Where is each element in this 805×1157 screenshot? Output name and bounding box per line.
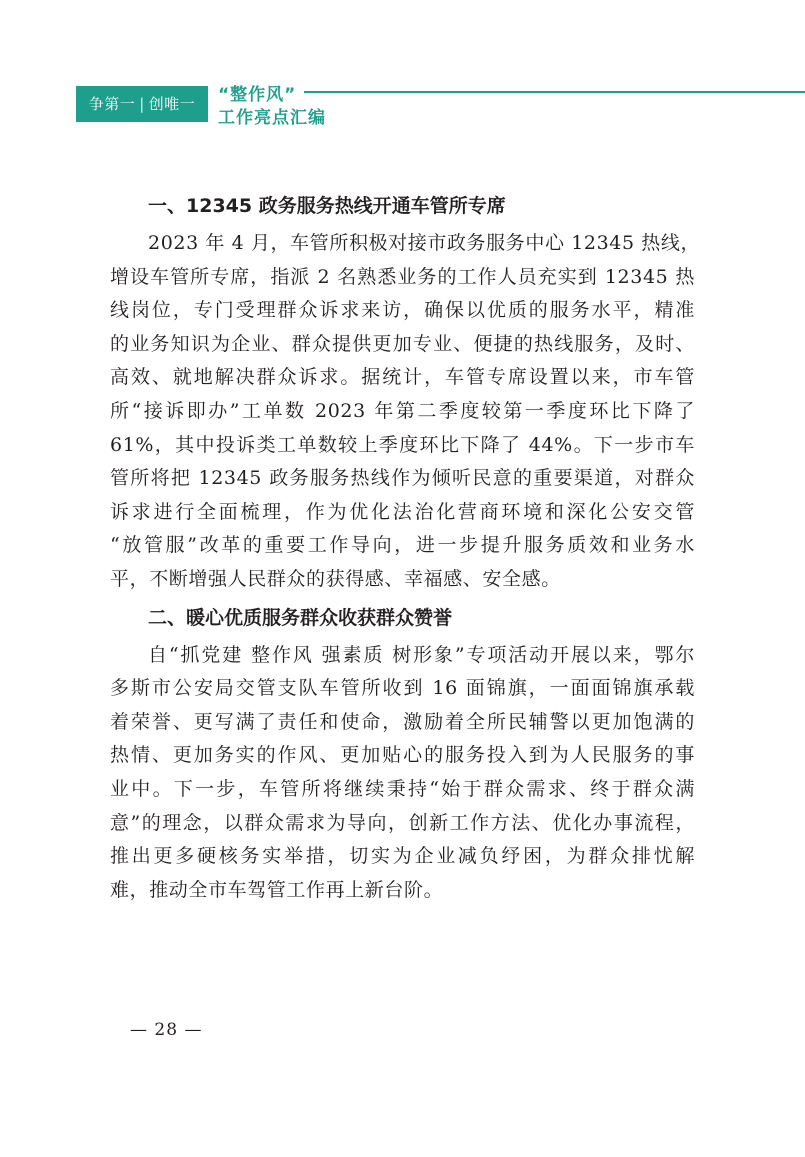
paragraph-line: 高效、就地解决群众诉求。据统计，车管专席设置以来，市车管 bbox=[110, 366, 695, 389]
paragraph-line: 平，不断增强人民群众的获得感、幸福感、安全感。 bbox=[110, 567, 561, 590]
page-header bbox=[0, 0, 805, 140]
section1-paragraph bbox=[110, 227, 701, 597]
paragraph-line: 线岗位，专门受理群众诉求来访，确保以优质的服务水平，精准 bbox=[110, 299, 695, 322]
paragraph-line: 的业务知识为企业、群众提供更加专业、便捷的热线服务，及时、 bbox=[110, 332, 695, 355]
paragraph-line: 增设车管所专席，指派 2 名熟悉业务的工作人员充实到 12345 热 bbox=[110, 265, 695, 288]
header-rule bbox=[304, 91, 805, 93]
paragraph-line: 热情、更加务实的作风、更加贴心的服务投入到为人民服务的事 bbox=[110, 744, 695, 767]
badge-right-text: 创唯一 bbox=[148, 95, 196, 113]
paragraph-line: 诉求进行全面梳理，作为优化法治化营商环境和深化公安交管 bbox=[110, 500, 695, 523]
paragraph-line: 自“抓党建 整作风 强素质 树形象”专项活动开展以来，鄂尔 bbox=[148, 643, 695, 666]
paragraph-line: 管所将把 12345 政务服务热线作为倾听民意的重要渠道，对群众 bbox=[110, 467, 695, 490]
paragraph-line: 推出更多硬核务实举措，切实为企业减负纾困，为群众排忧解 bbox=[110, 845, 695, 868]
paragraph-line: “放管服”改革的重要工作导向，进一步提升服务质效和业务水 bbox=[110, 534, 695, 557]
paragraph-line: 意”的理念，以群众需求为导向，创新工作方法、优化办事流程， bbox=[110, 811, 695, 834]
paragraph-line: 61%，其中投诉类工单数较上季度环比下降了 44%。下一步市车 bbox=[110, 433, 695, 456]
paragraph-line: 着荣誉、更写满了责任和使命，激励着全所民辅警以更加饱满的 bbox=[110, 710, 695, 733]
section1-heading: 一、12345 政务服务热线开通车管所专席 bbox=[148, 195, 506, 217]
paragraph-line: 业中。下一步，车管所将继续秉持“始于群众需求、终于群众满 bbox=[110, 777, 695, 800]
paragraph-line: 所“接诉即办”工单数 2023 年第二季度较第一季度环比下降了 bbox=[110, 399, 695, 422]
header-title-line2: 工作亮点汇编 bbox=[218, 108, 326, 128]
paragraph-line: 难，推动全市车驾管工作再上新台阶。 bbox=[110, 878, 444, 901]
badge-separator: | bbox=[139, 95, 145, 113]
page-number: — 28 — bbox=[130, 1020, 203, 1040]
section2-heading: 二、暖心优质服务群众收获群众赞誉 bbox=[148, 606, 453, 629]
badge-left-text: 争第一 bbox=[88, 95, 136, 113]
page-body bbox=[110, 185, 701, 907]
paragraph-line: 多斯市公安局交管支队车管所收到 16 面锦旗，一面面锦旗承载 bbox=[110, 677, 695, 700]
series-badge bbox=[76, 86, 208, 122]
paragraph-line: 2023 年 4 月，车管所积极对接市政务服务中心 12345 热线， bbox=[148, 232, 701, 254]
header-title-line1: “整作风” bbox=[218, 85, 297, 105]
section2-paragraph bbox=[110, 639, 695, 908]
